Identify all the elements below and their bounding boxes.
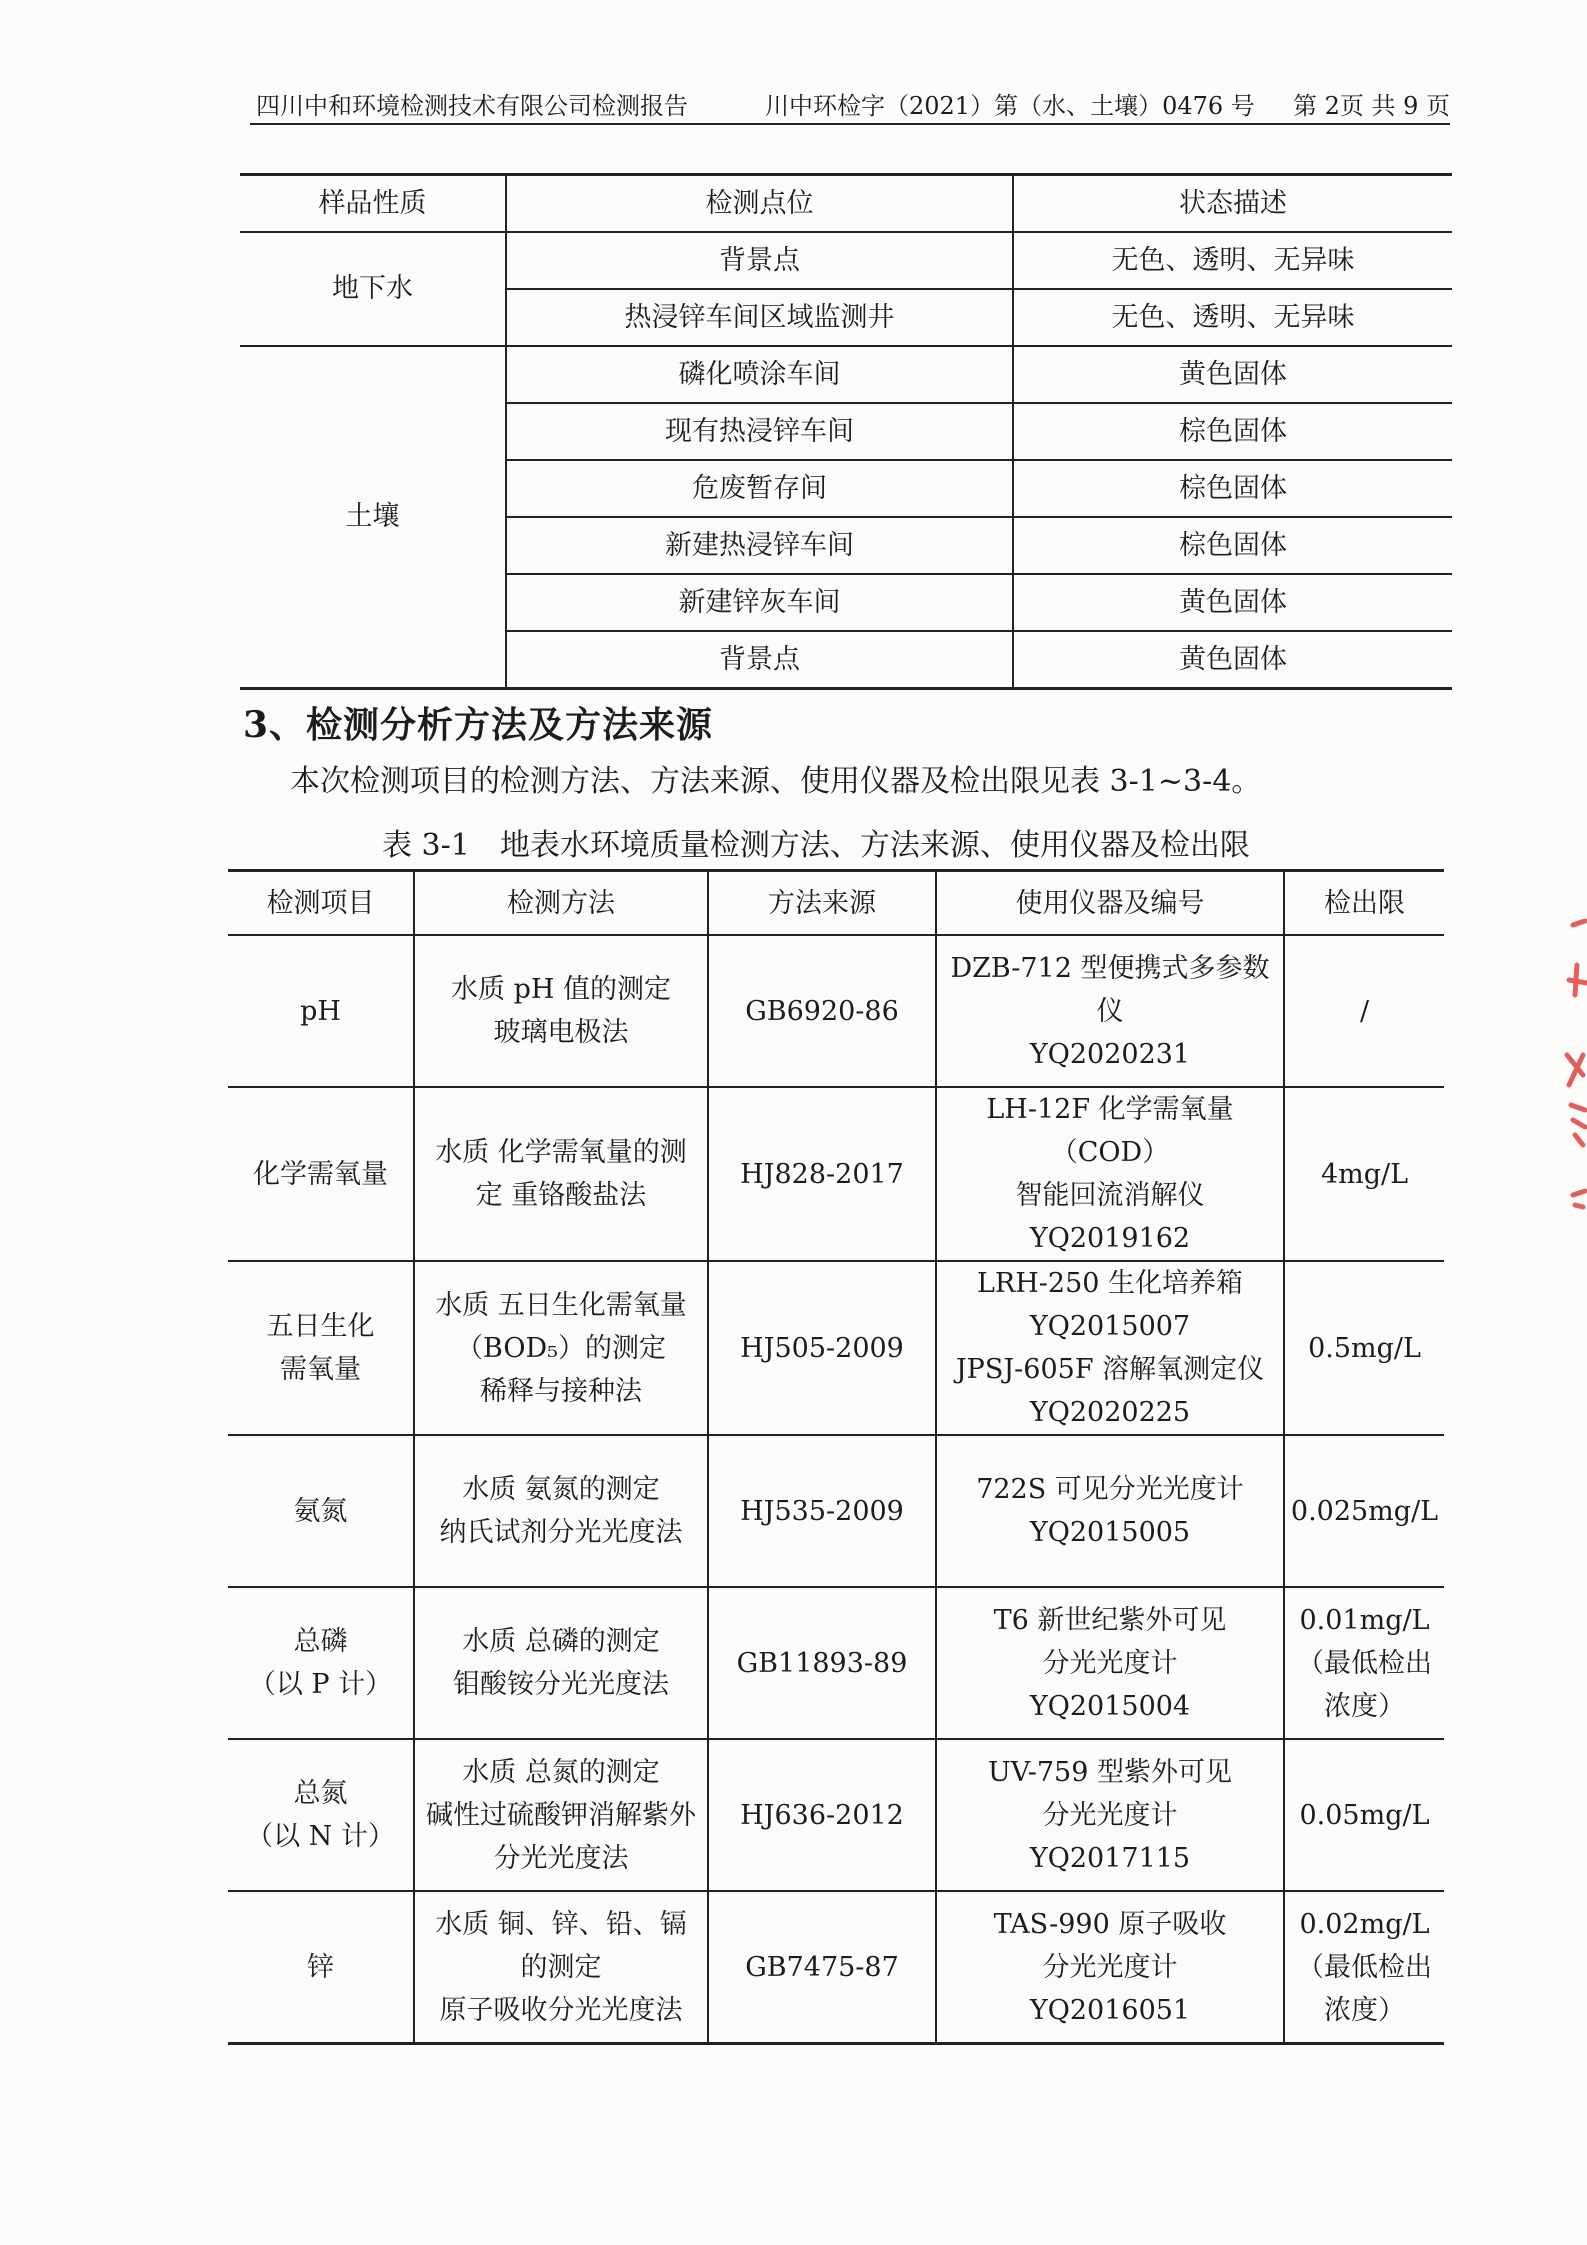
t2-item-line: 总磷 <box>293 1626 348 1657</box>
t2-limit <box>1284 935 1444 1087</box>
t2-method-line: 定 重铬酸盐法 <box>475 1180 647 1211</box>
t2-item <box>228 935 414 1087</box>
t2-method-line: 水质 化学需氧量的测 <box>435 1137 687 1168</box>
t2-instrument-line: TAS-990 原子吸收 <box>993 1908 1227 1940</box>
t2-method-line: 水质 氨氮的测定 <box>462 1474 660 1505</box>
t2-instrument <box>936 935 1284 1087</box>
t2-item-line: 锌 <box>307 1951 334 1983</box>
t1-point: 现有热浸锌车间 <box>506 403 1013 460</box>
table-row <box>228 1587 1444 1739</box>
t1-group-soil: 土壤 <box>240 346 506 689</box>
sample-nature-table <box>240 173 1452 690</box>
t2-item-line: （以 P 计） <box>248 1669 393 1700</box>
t2-source: GB11893-89 <box>708 1587 936 1739</box>
t2-item <box>228 1435 414 1587</box>
t2-instrument <box>936 1261 1284 1435</box>
t2-method-line: （BOD₅）的测定 <box>456 1332 666 1364</box>
t2-item-line: （以 N 计） <box>246 1821 395 1852</box>
t2-method-line: 的测定 <box>520 1951 602 1983</box>
t2-limit-line: 0.05mg/L <box>1299 1799 1430 1831</box>
t2-instrument-line: 智能回流消解仪 YQ2019162 <box>1015 1180 1205 1254</box>
t2-source: HJ636-2012 <box>708 1739 936 1891</box>
table-row <box>228 1891 1444 2044</box>
t2-method <box>414 1435 708 1587</box>
t2-body <box>228 935 1444 2044</box>
t2-instrument-line: 分光光度计 <box>1042 1799 1178 1831</box>
t1-state: 棕色固体 <box>1013 403 1452 460</box>
t2-instrument-line: 分光光度计 <box>1042 1647 1178 1679</box>
t2-instrument-line: T6 新世纪紫外可见 <box>993 1604 1227 1636</box>
t1-point: 磷化喷涂车间 <box>506 346 1013 403</box>
t2-item-line: 总氮 <box>293 1778 348 1809</box>
t1-point: 背景点 <box>506 631 1013 689</box>
t1-point: 背景点 <box>506 232 1013 289</box>
t2-source: GB7475-87 <box>708 1891 936 2044</box>
table-row <box>240 346 1452 403</box>
t2-item <box>228 1261 414 1435</box>
t2-instrument-line: JPSJ-605F 溶解氧测定仪 <box>955 1354 1265 1385</box>
t2-instrument <box>936 1435 1284 1587</box>
t2-method <box>414 1739 708 1891</box>
t2-limit-line: / <box>1359 995 1370 1027</box>
t2-method-line: 碱性过硫酸钾消解紫外 <box>426 1799 696 1831</box>
t2-method <box>414 1891 708 2044</box>
t2-source: HJ505-2009 <box>708 1261 936 1435</box>
t2-limit <box>1284 1891 1444 2044</box>
header-report-no: 川中环检字（2021）第（水、土壤）0476 号 <box>765 92 1255 120</box>
t2-method-line: 水质 总磷的测定 <box>462 1626 660 1657</box>
t2-limit-line: 4mg/L <box>1320 1158 1409 1190</box>
t1-state: 黄色固体 <box>1013 574 1452 631</box>
method-table <box>228 869 1444 2045</box>
table-row <box>228 1261 1444 1435</box>
red-stamp-fragment <box>1555 905 1587 1225</box>
table-row <box>228 935 1444 1087</box>
t2-limit-line: 0.01mg/L <box>1299 1604 1430 1636</box>
t2-item <box>228 1087 414 1261</box>
t2-method-line: 水质 总氮的测定 <box>462 1756 660 1788</box>
t2-method-line: 水质 铜、锌、铅、镉 <box>435 1908 687 1940</box>
t2-method-line: 水质 pH 值的测定 <box>451 974 671 1005</box>
t2-instrument <box>936 1587 1284 1739</box>
t2-limit-line: （最低检出 <box>1297 1951 1432 1983</box>
t2-instrument-line: LRH-250 生化培养箱 <box>976 1268 1244 1299</box>
t2-limit <box>1284 1435 1444 1587</box>
t2-item-line: 需氧量 <box>280 1354 361 1385</box>
t2-item-line: pH <box>300 995 341 1027</box>
page-header <box>252 90 1450 122</box>
t2-method-line: 水质 五日生化需氧量 <box>435 1289 687 1321</box>
t2-method-line: 分光光度法 <box>493 1842 629 1874</box>
t2-source: GB6920-86 <box>708 935 936 1087</box>
header-org: 四川中和环境检测技术有限公司检测报告 <box>256 92 688 120</box>
t2-instrument-line: YQ2015005 <box>1029 1517 1191 1548</box>
t2-method-line: 玻璃电极法 <box>493 1017 629 1048</box>
header-rule <box>250 123 1450 125</box>
t1-state: 黄色固体 <box>1013 346 1452 403</box>
t2-header-source: 方法来源 <box>708 871 936 936</box>
t2-item-line: 化学需氧量 <box>253 1158 388 1190</box>
t2-instrument-line: DZB-712 型便携式多参数仪 <box>950 952 1270 1027</box>
t2-instrument-line: YQ2020225 <box>1029 1397 1191 1428</box>
t2-limit <box>1284 1087 1444 1261</box>
t2-instrument-line: YQ2015007 <box>1029 1311 1191 1342</box>
section-paragraph: 本次检测项目的检测方法、方法来源、使用仪器及检出限见表 3-1~3-4。 <box>290 764 1262 799</box>
t1-point: 热浸锌车间区域监测井 <box>506 289 1013 346</box>
t1-state: 黄色固体 <box>1013 631 1452 689</box>
header-page-number: 第 2页 共 9 页 <box>1292 92 1450 120</box>
t1-state: 棕色固体 <box>1013 517 1452 574</box>
t2-limit-line: 0.025mg/L <box>1290 1495 1439 1527</box>
t2-limit <box>1284 1739 1444 1891</box>
table-caption-number: 表 3-1 <box>382 828 470 863</box>
t2-instrument-line: YQ2020231 <box>1029 1038 1191 1070</box>
t2-header-instrument: 使用仪器及编号 <box>936 871 1284 936</box>
t2-header-limit: 检出限 <box>1284 871 1444 936</box>
section-title: 3、检测分析方法及方法来源 <box>243 704 714 746</box>
table-caption-text: 地表水环境质量检测方法、方法来源、使用仪器及检出限 <box>499 828 1250 863</box>
t2-method-line: 纳氏试剂分光光度法 <box>439 1517 683 1548</box>
t2-item <box>228 1891 414 2044</box>
t2-source: HJ535-2009 <box>708 1435 936 1587</box>
t1-state: 无色、透明、无异味 <box>1013 232 1452 289</box>
t2-instrument <box>936 1739 1284 1891</box>
t2-method-line: 钼酸铵分光光度法 <box>453 1669 669 1700</box>
table-row <box>228 1435 1444 1587</box>
t2-header-method: 检测方法 <box>414 871 708 936</box>
t2-method <box>414 1261 708 1435</box>
t1-point: 新建锌灰车间 <box>506 574 1013 631</box>
t2-item <box>228 1739 414 1891</box>
t2-instrument <box>936 1891 1284 2044</box>
t2-limit <box>1284 1587 1444 1739</box>
t1-point: 新建热浸锌车间 <box>506 517 1013 574</box>
t1-header-nature: 样品性质 <box>240 175 506 233</box>
t1-header-state: 状态描述 <box>1013 175 1452 233</box>
t1-point: 危废暂存间 <box>506 460 1013 517</box>
t2-instrument-line: 722S 可见分光光度计 <box>976 1474 1244 1505</box>
t2-limit-line: 0.5mg/L <box>1308 1332 1421 1364</box>
table-row <box>240 232 1452 289</box>
t2-method <box>414 1587 708 1739</box>
t2-item <box>228 1587 414 1739</box>
t2-method <box>414 1087 708 1261</box>
t2-limit-line: （最低检出 <box>1297 1647 1432 1679</box>
table-caption <box>382 824 1250 868</box>
t2-instrument-line: YQ2016051 <box>1029 1994 1191 2026</box>
table-row <box>228 1739 1444 1891</box>
t2-limit-line: 浓度） <box>1324 1690 1405 1722</box>
t2-item-line: 五日生化 <box>266 1311 375 1342</box>
t2-method-line: 稀释与接种法 <box>480 1375 642 1407</box>
t1-group-groundwater: 地下水 <box>240 232 506 346</box>
t2-method <box>414 935 708 1087</box>
t2-header-item: 检测项目 <box>228 871 414 936</box>
t2-instrument-line: YQ2017115 <box>1029 1842 1191 1874</box>
t2-limit <box>1284 1261 1444 1435</box>
t2-instrument-line: 分光光度计 <box>1042 1951 1178 1983</box>
t2-limit-line: 0.02mg/L <box>1299 1908 1430 1940</box>
t2-instrument-line: LH-12F 化学需氧量（COD） <box>986 1094 1234 1168</box>
t2-instrument-line: UV-759 型紫外可见 <box>987 1756 1232 1788</box>
t2-limit-line: 浓度） <box>1324 1994 1405 2026</box>
t2-instrument <box>936 1087 1284 1261</box>
t1-state: 无色、透明、无异味 <box>1013 289 1452 346</box>
t2-source: HJ828-2017 <box>708 1087 936 1261</box>
t2-item-line: 氨氮 <box>293 1495 348 1527</box>
t2-method-line: 原子吸收分光光度法 <box>439 1994 683 2026</box>
t1-header-point: 检测点位 <box>506 175 1013 233</box>
t2-instrument-line: YQ2015004 <box>1029 1690 1191 1722</box>
t1-state: 棕色固体 <box>1013 460 1452 517</box>
table-row <box>228 1087 1444 1261</box>
